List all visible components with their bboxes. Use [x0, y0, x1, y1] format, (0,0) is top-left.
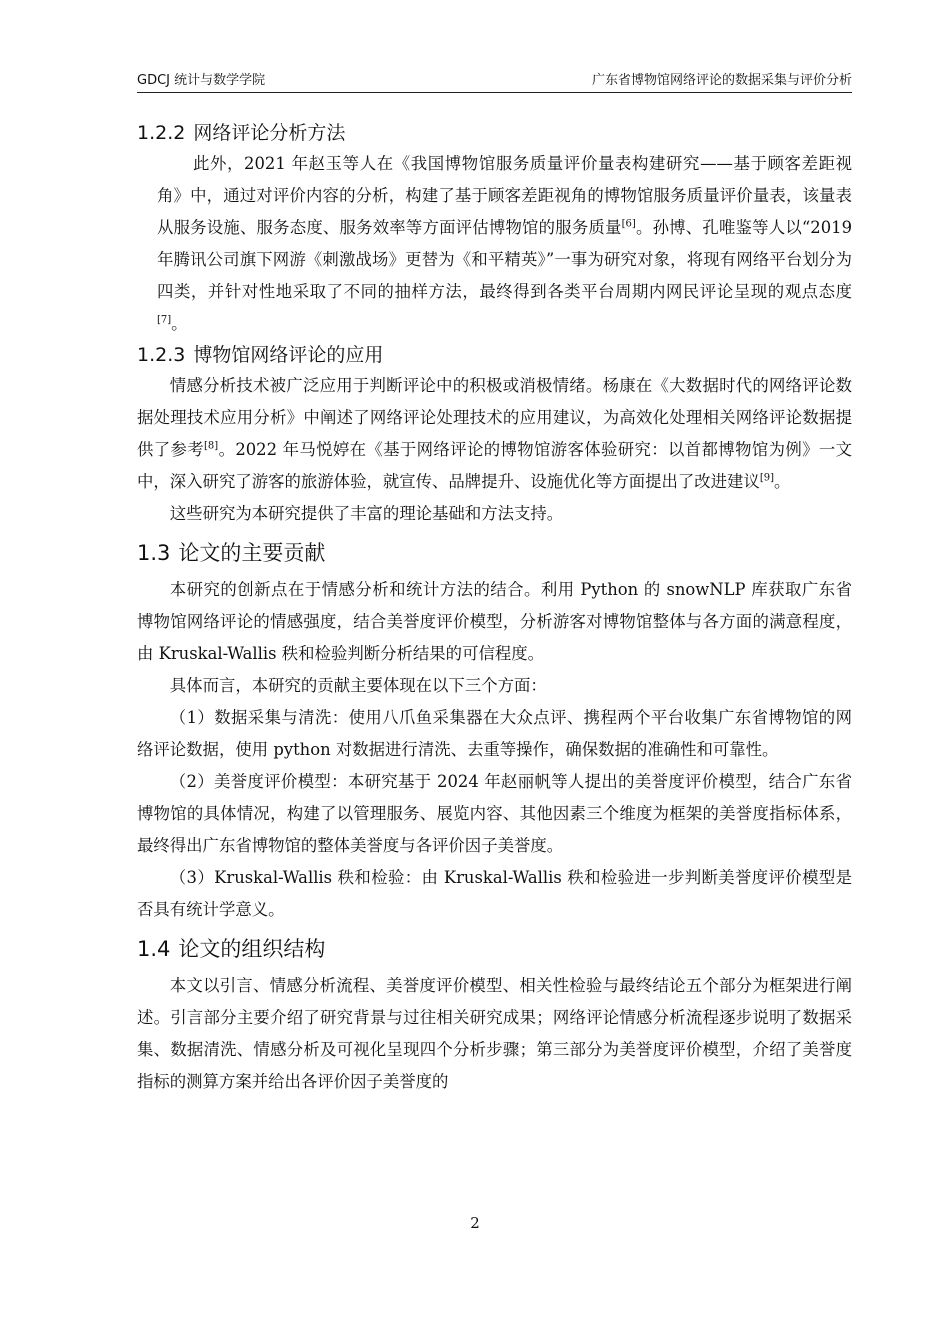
section-1-4-heading [137, 932, 852, 966]
section-title: 论文的组织结构 [178, 937, 326, 961]
citation: [6] [621, 218, 636, 230]
citation: [9] [759, 472, 775, 484]
running-header [137, 68, 852, 88]
citation: [8] [204, 440, 219, 452]
paragraph: 具体而言，本研究的贡献主要体现在以下三个方面： [169, 676, 547, 695]
section-title: 网络评论分析方法 [193, 122, 346, 144]
citation: [7] [157, 314, 172, 326]
header-right: 广东省博物馆网络评论的数据采集与评价分析 [591, 73, 852, 88]
list-item: （1）数据采集与清洗：使用八爪鱼采集器在大众点评、携程两个平台收集广东省博物馆的网络评论数据，使用 python 对数据进行清洗、去重等操作，确保数据的准确性和可靠性。 [137, 708, 852, 759]
section-number: 1.3 [137, 541, 171, 565]
paragraph: 情感分析技术被广泛应用于判断评论中的积极或消极情绪。杨康在《大数据时代的网络评论数据处理技术应用分析》中阐述了网络评论处理技术的应用建议，为高效化处理相关网络评论数据提供了参考[8]。2022 年马悦婷在《基于网络评论的博物馆游客体验研究：以首都博物馆为例》一文中，深入研究了游客的旅游体验，就宣传、品牌提升、设施优化等方面提出了改进建议[9]。 [137, 376, 853, 491]
section-1-2-3-heading [137, 340, 852, 370]
section-number: 1.4 [137, 937, 171, 961]
section-number: 1.2.3 [137, 344, 186, 366]
section-number: 1.2.2 [137, 122, 186, 144]
section-1-3-heading [137, 536, 852, 570]
list-item: （2）美誉度评价模型：本研究基于 2024 年赵丽帆等人提出的美誉度评价模型，结合广东省博物馆的具体情况，构建了以管理服务、展览内容、其他因素三个维度为框架的美誉度指标体系，最终得出广东省博物馆的整体美誉度与各评价因子美誉度。 [137, 772, 852, 855]
section-1-2-2-heading [137, 118, 852, 148]
paragraph: 这些研究为本研究提供了丰富的理论基础和方法支持。 [169, 504, 564, 523]
paragraph: 本文以引言、情感分析流程、美誉度评价模型、相关性检验与最终结论五个部分为框架进行阐述。引言部分主要介绍了研究背景与过往相关研究成果；网络评论情感分析流程逐步说明了数据采集、数据清洗、情感分析及可视化呈现四个分析步骤；第三部分为美誉度评价模型，介绍了美誉度指标的测算方案并给出各评价因子美誉度的 [137, 976, 852, 1091]
paragraph: 此外，2021 年赵玉等人在《我国博物馆服务质量评价量表构建研究——基于顾客差距视角》中，通过对评价内容的分析，构建了基于顾客差距视角的博物馆服务质量评价量表，该量表从服务设施、服务态度、服务效率等方面评估博物馆的服务质量[6]。孙博、孔唯鉴等人以“2019 年腾讯公司旗下网游《刺激战场》更替为《和平精英》”一事为研究对象，将现有网络平台划分为四类，并针对性地采取了不同的抽样方法，最终得到各类平台周期内网民评论呈现的观点态度[7]。 [157, 154, 853, 333]
header-left: GDCJ 统计与数学学院 [137, 73, 266, 88]
page-content [137, 118, 852, 1098]
header-rule [137, 92, 852, 93]
list-item: （3）Kruskal-Wallis 秩和检验：由 Kruskal-Wallis 秩和检验进一步判断美誉度评价模型是否具有统计学意义。 [137, 868, 852, 919]
page-number: 2 [470, 1214, 480, 1232]
section-title: 博物馆网络评论的应用 [193, 344, 384, 366]
section-title: 论文的主要贡献 [178, 541, 326, 565]
paragraph: 本研究的创新点在于情感分析和统计方法的结合。利用 Python 的 snowNLP 库获取广东省博物馆网络评论的情感强度，结合美誉度评价模型，分析游客对博物馆整体与各方面的满意程度，由 Kruskal-Wallis 秩和检验判断分析结果的可信程度。 [137, 580, 852, 663]
